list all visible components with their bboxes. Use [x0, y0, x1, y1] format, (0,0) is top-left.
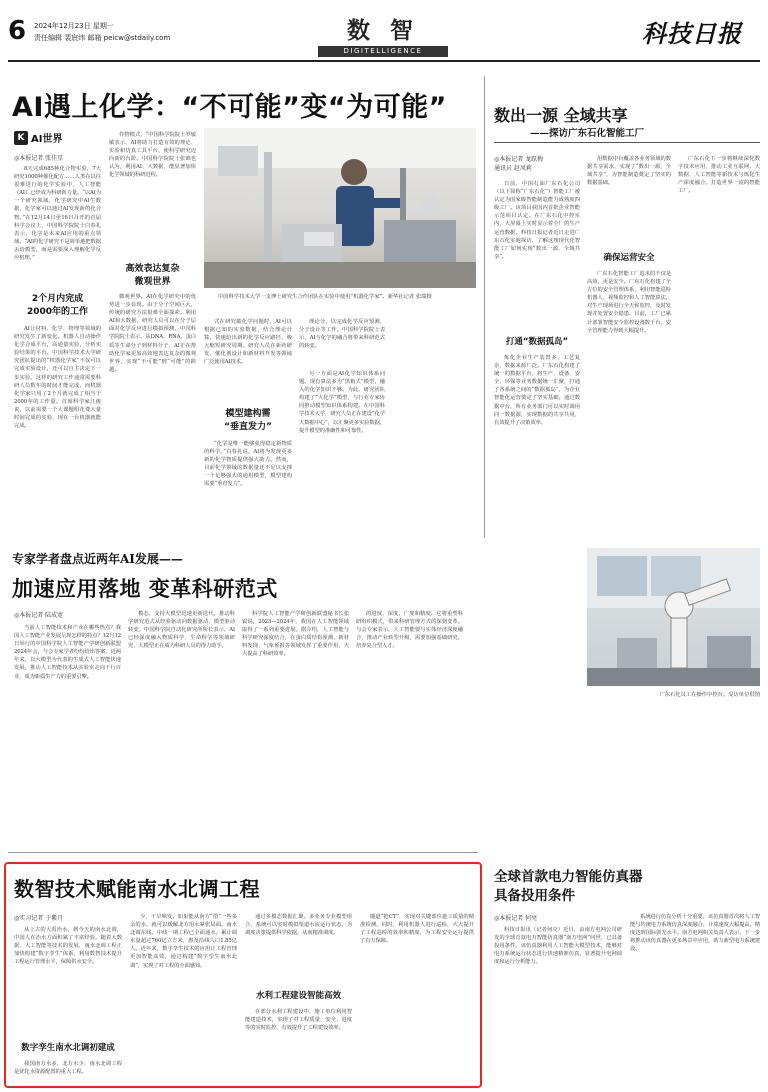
article4-col1b: 我国南方水多，北方水少，南水北调工程是优化水资源配置的重大工程。	[14, 1061, 122, 1076]
article3-col1: 当前人工智能技术和产业在哪些热点？我国人工智能产业发展呈现怎样的特点？12月12日举行的中国科学院人工智能产学研创新联盟2024年会，与会专家学者纷纷给出答案。近两年来，以大模型为代表的生成式人工智能快速发展，推动人工智能技术从实验室走向千行百业，成为新质生产力的重要引擎。	[14, 625, 121, 680]
article2-title-rule	[494, 142, 760, 143]
article5-col1: 科技日报讯（记者何亮）近日，由南方电网公司研发的全球首款电力智能仿真器“南方电网”问世，已具备投用条件。该仿真器利用人工智能大模型技术，能够对电力系统运行状态进行快速精准仿真，显著提升电网调度和运行分析能力。	[494, 927, 622, 966]
masthead-rule	[8, 60, 760, 62]
article3-col4: 的进度、深度、广度和精度。它将重塑科研组织模式，带来科研管理方式的深刻变革。与会专家表示，人工智能要与实体经济深度融合，推动产业转型升级，需要加强基础研究，培养复合型人才。	[356, 611, 463, 650]
article1-reporter: ◎本报记者 张佳星	[14, 155, 64, 162]
article4-sub3: 水利工程建设智能高效	[255, 991, 341, 1001]
article2-col2b: 广东石化智能工厂追求的不仅是高效，更是安全。广东石化构建了全方位的安全管理体系，利用智能巡检机器人、视频监控和人工智能算法，对生产现场进行全天候监控，及时发现并处置安全隐患。目前，工厂已累计部署智能安全监控设备数千台，安全管理能力得到大幅提升。	[587, 271, 671, 334]
page-number: 6	[8, 16, 27, 46]
article1-sub1: 2个月内完成 2000年的工作	[26, 294, 89, 317]
section-divider	[8, 852, 478, 853]
article4-col2: 少，干旱频发。如果能从南方“借”一些多余的水，就可以缓解北方用水紧张局面。南水北调东线、中线一期工程已全面通水，累计调水量超过760亿立方米，惠及沿线人口1.85亿人。近年来，数字孪生技术的应用让工程管理更加智能高效，通过构建“数字孪生南水北调”，实现了对工程的全面感知。	[130, 914, 237, 969]
paper-logo: 科技日报	[642, 19, 742, 48]
article1-sub3: 模型建构需 “垂直发力”	[224, 409, 272, 432]
article1-col3b: “化学是唯一能够获得稳定新物质的科学。”白春礼说。AI将为发现更多新的化学物质提供强大助力。然而，目前化学领域的数据量还不足以支撑一个足够强大的通用模型，模型建构需要“垂直发力”。	[204, 441, 292, 488]
robot-illustration	[587, 548, 760, 686]
article1-col4: 理论分，以完成化学反应预测、分子设计等工作。中国科学院院士表示，AI与化学的融合将带来科研范式的转变。	[299, 319, 385, 350]
article4-col4: 隧道“抢CT”，实现对关键部位施工质量的精准检测。同时，利用机器人进行巡检，大大提升了工程巡检的效率和精度，为工程安全运行提供了有力保障。	[360, 914, 474, 945]
article4-reporter: ◎实习记者 于紫月	[14, 915, 64, 922]
article2-sub1: 打通“数据孤岛”	[505, 337, 569, 347]
article1-col2: 作物模式，“中国科学院院士罗敏敏表示，AI将助力打造有效的理论、实验和仿真工具平台，使科学研究迈向新的台阶。中国科学院院士张锦也认为，利用AI、大数据，能显著加快化学领域的科研进程。	[109, 132, 196, 179]
article2-sub2: 确保运营安全	[603, 253, 655, 263]
date-line: 2024年12月23日 星期一	[34, 22, 114, 30]
section-title: 数 智	[346, 18, 419, 44]
article1-col3: 式在研究碳化学问题时，AI可以根据已知的实验数据，结合理论计算，快速给出新的化学反应路径，极大缩短研究周期。研究人员在新药研发、催化剂设计和新材料开发等领域广泛使用AI技术。	[204, 319, 292, 366]
article2-col1: 日前，中国石油广东石化公司（以下简称“广东石化”）智能工厂被认定为国家级智能制造能力成熟度四级工厂。该项目获国内首批企业智能示范项目认定。在广东石化中控室内，大屏幕上实时显示着全厂的生产运营数据。科技日报记者近日走进广东石化实地探访，了解这座现代化智能工厂如何实现“数出一源、全域共享”。	[494, 181, 580, 260]
article2-reporter: ◎本报记者 龙跃梅 通讯员 赵凤莉	[494, 156, 544, 172]
article4-col3b: 在部分水利工程建设中，施工单位利用智能建造技术，实现了对工程质量、安全、进度等的实时监控，有效提升了工程建设效率。	[245, 1009, 352, 1032]
lab-illustration	[204, 128, 476, 288]
article5-col2: 系统进行仿真分析十分重要。该仿真器首次将人工智能与传统电力系统仿真深度融合，计算速度大幅提高，精度达到国际领先水平。南方电网相关负责人表示，下一步将推动该仿真器在更多场景中应用，助力新型电力系统建设。	[630, 914, 760, 953]
article2-col3: 广东石化下一步将继续深化数字技术应用，推动工业互联网、大数据、人工智能等新技术与炼化生产深度融合，打造世界一流的智能工厂。	[678, 156, 760, 195]
article5-title: 全球首款电力智能仿真器 具备投用条件	[494, 869, 643, 904]
article4-title: 数智技术赋能南水北调工程	[14, 877, 260, 901]
photo2-caption: 广东石化员工在操作中控台。受访单位供图	[659, 692, 760, 698]
article1-col1: 8天完成685种化合物实验，7天研究1000种催化配方……人类在以往很难进行的化学实验中，人工智能（AI）已经成为科研新力量。“以AI为一个研究领域，化学研究中AI生数据，化学家可以通过AI发现新的化合物。”在12月14日至16日召开的首届科学会议上，中国科学院院士白春礼表示，化学是未来AI应用的重点领域。“AI的化学研究不是简单地把数据丢给模型，而是需要深入理解化学反应机理。”	[14, 166, 101, 262]
article1-sub2: 高效表达复杂 微观世界	[125, 264, 180, 287]
photo1-caption: 中国科学技术大学一支博士研究生合作团队在实验中使用“机器化学家”。新华社记者 张端摄	[218, 294, 432, 300]
robot-photo	[587, 548, 760, 686]
editor-line: 责任编辑 裴宸纬 邮箱 peicw@stdaily.com	[34, 34, 171, 42]
article3-kicker: 专家学者盘点近两年AI发展——	[12, 552, 183, 566]
article1-col4b: 另一方面是AI化学知识体系问题。现有算法多为“黑箱式”模型，融入的化学知识不够。为此，研究团队构建了“大化学”模型，与行业专家协同推动模型知识体系构建。在中国科学技术大学，研究人员正在建设“化学大数据中心”，以汇聚更多实验数据，提升模型的准确性和可靠性。	[299, 371, 385, 434]
article1-column-name: AI世界	[31, 134, 63, 145]
article2-title: 数出一源 全域共享	[494, 106, 628, 125]
article3-title: 加速应用落地 变革科研范式	[12, 577, 278, 601]
article1-col2b: 微观世界，AI在化学研究中的优势进一步显现。由于分子空间巨大，传统的研究方法很难全面探索。利用AI和大数据，研究人员可以在分子层面对化学反应进行模拟预测。中国科学院院士表示，从DNA、RNA、蛋白质等生命分子到材料分子，AI正在帮助化学家更加高效地表达复杂的微观世界，实现“不可能”到“可能”的跨越。	[109, 294, 196, 373]
section-english: DIGITELLIGENCE	[343, 47, 423, 55]
article5-reporter: ◎本报记者 何亮	[494, 915, 538, 922]
article1-column-badge: K	[14, 131, 28, 145]
article1-title: AI遇上化学：“不可能”变“为可能”	[12, 92, 447, 123]
article4-col1: 从上古的大禹治水，到今天的南水北调，中国人在治水方面积累了丰富经验。随着大数据、人工智能等技术的发展，南水北调工程正加快构建“数字孪生”体系，利用数智技术提升工程运行管理水平，保障供水安全。	[14, 927, 122, 966]
article4-col3: 通过多模态数据汇聚，多业务专业模型组合，系统可以实时模拟渠道水流运行状态，为调度决策提供科学依据，从而精准调度。	[245, 914, 352, 937]
column-divider	[484, 76, 485, 538]
article3-reporter: ◎本报记者 陆成宽	[14, 612, 64, 619]
article1-col1b: AI让材料、化学、物理等领域的研究发生了新变化。机器人自动操作化学合成平台，高通量实验，分析实验结果的平台。中国科学技术大学研究团队提出的“机器化学家”不仅可以完成实验设计，还可以自主决定下一步实验。这样的研究工作通常需要科研人员数年的时间才能完成，而机器化学家只用了2个月就完成了相当于2000年的工作量。首席科学家江俊说，以前需要一个大课题组花费大量时间完成的实验，现在一台机器就能完成。	[14, 326, 101, 430]
article3-col3: 科学院人工智能产学研创新联盟秘书长张钹说，2023—2024年，我国在人工智能领域取得了一系列重要进展。据介绍，人工智能与科学研究深度结合，在蛋白质结构预测、新材料发现、气象预报等领域发挥了重要作用，大大提高了科研效率。	[242, 611, 349, 658]
lab-photo	[204, 128, 476, 288]
article2-col1b: 炼化企业生产装置多、工艺复杂，数据来源广泛。广东石化构建了统一的数据平台，将生产、设备、安全、环保等业务数据统一汇聚，打通了各系统之间的“数据孤岛”，为企业智能化运营奠定了坚实基础。通过数据中台，所有业务部门可以实时调用同一数据源，实现数据的共享共用，有效提升了决策效率。	[494, 355, 580, 426]
article4-sub1: 数字孪生南水北调初建成	[21, 1043, 115, 1053]
article2-col2: 用数据中台覆盖各业务领域的数据共享需求，实现了“数出一源，全域共享”，为智能制造奠定了坚实的数据基础。	[587, 156, 671, 187]
article2-subtitle: ——探访广东石化智能工厂	[530, 128, 645, 139]
article3-col2: 模态、支持大模型迅速更新迭代，推动科学研究范式从经验驱动向数据驱动、模型驱动转变。中国科学院自动化研究所所长表示，AI已经深度融入物质科学、生命科学等领域研究，大模型正在成为科研人员的得力助手。	[128, 611, 235, 650]
